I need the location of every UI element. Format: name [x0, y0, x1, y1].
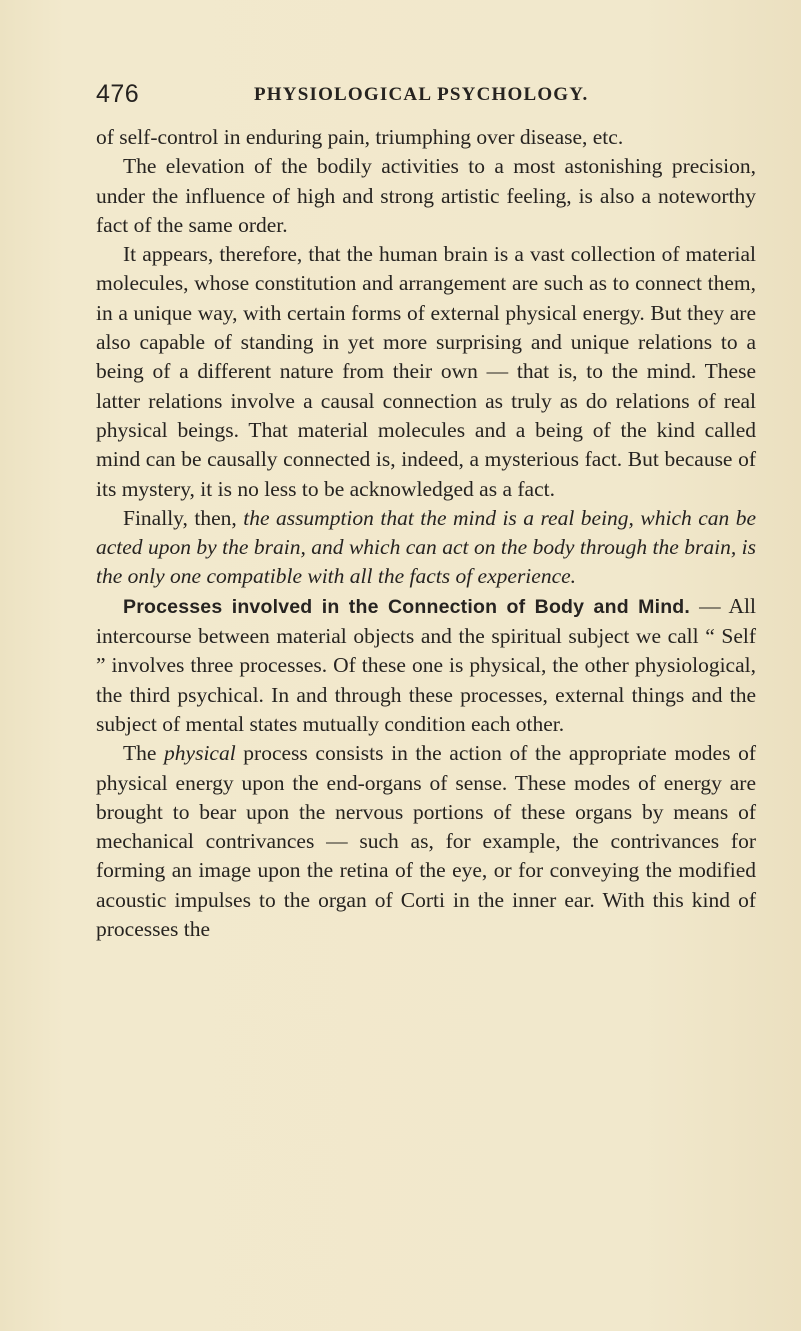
paragraph-conclusion [96, 504, 756, 592]
paragraph-processes [96, 592, 756, 739]
processes-body: — All intercourse between material objects and the spiritual subject we call “ Self ” involves three processes. Of these one is physical, the other physiological, the third psychical. In and through these processes, external things and the subject of mental states mutually condition each other. [96, 593, 756, 736]
running-head [96, 80, 756, 110]
paragraph-physical-process [96, 739, 756, 944]
section-heading: Processes involved in the Connection of Body and Mind. [123, 595, 691, 618]
paragraph-elevation: The elevation of the bodily activities to a most astonishing precision, under the influence of high and strong artistic feeling, is also a noteworthy fact of the same order. [96, 154, 756, 237]
paragraph-brain-molecules: It appears, therefore, that the human brain is a vast collection of material molecules, whose constitution and arrangement are such as to connect them, in a unique way, with certain forms of external physical energy. But they are also capable of standing in yet more surprising and unique relations to a being of a different nature from their own — that is, to the mind. These latter relations involve a causal connection as truly as do relations of real physical beings. That material molecules and a being of the kind called mind can be causally connected is, indeed, a mysterious fact. But because of its mystery, it is no less to be acknowledged as a fact. [96, 242, 756, 501]
physical-term: physical [164, 741, 236, 766]
conclusion-thesis: the assumption that the mind is a real being, which can be acted upon by the brain, and which can act on the body through the brain, is the only one compatible with all the facts of experience. [96, 505, 756, 589]
running-title: PHYSIOLOGICAL PSYCHOLOGY. [254, 84, 589, 105]
body-text [96, 123, 756, 944]
page-number: 476 [96, 80, 140, 108]
physical-body: process consists in the action of the appropriate modes of physical energy upon the end-organs of sense. These modes of energy are brought to bear upon the nervous portions of these organs by means of mechanical contrivances — such as, for example, the contrivances for forming an image upon the retina of the eye, or for conveying the modified acoustic impulses to the organ of Corti in the inner ear. With this kind of processes the [96, 741, 756, 942]
paragraph-continuation: of self-control in enduring pain, triumphing over disease, etc. [96, 125, 624, 149]
physical-intro: The [123, 741, 165, 766]
conclusion-intro: Finally, then, [123, 505, 244, 530]
